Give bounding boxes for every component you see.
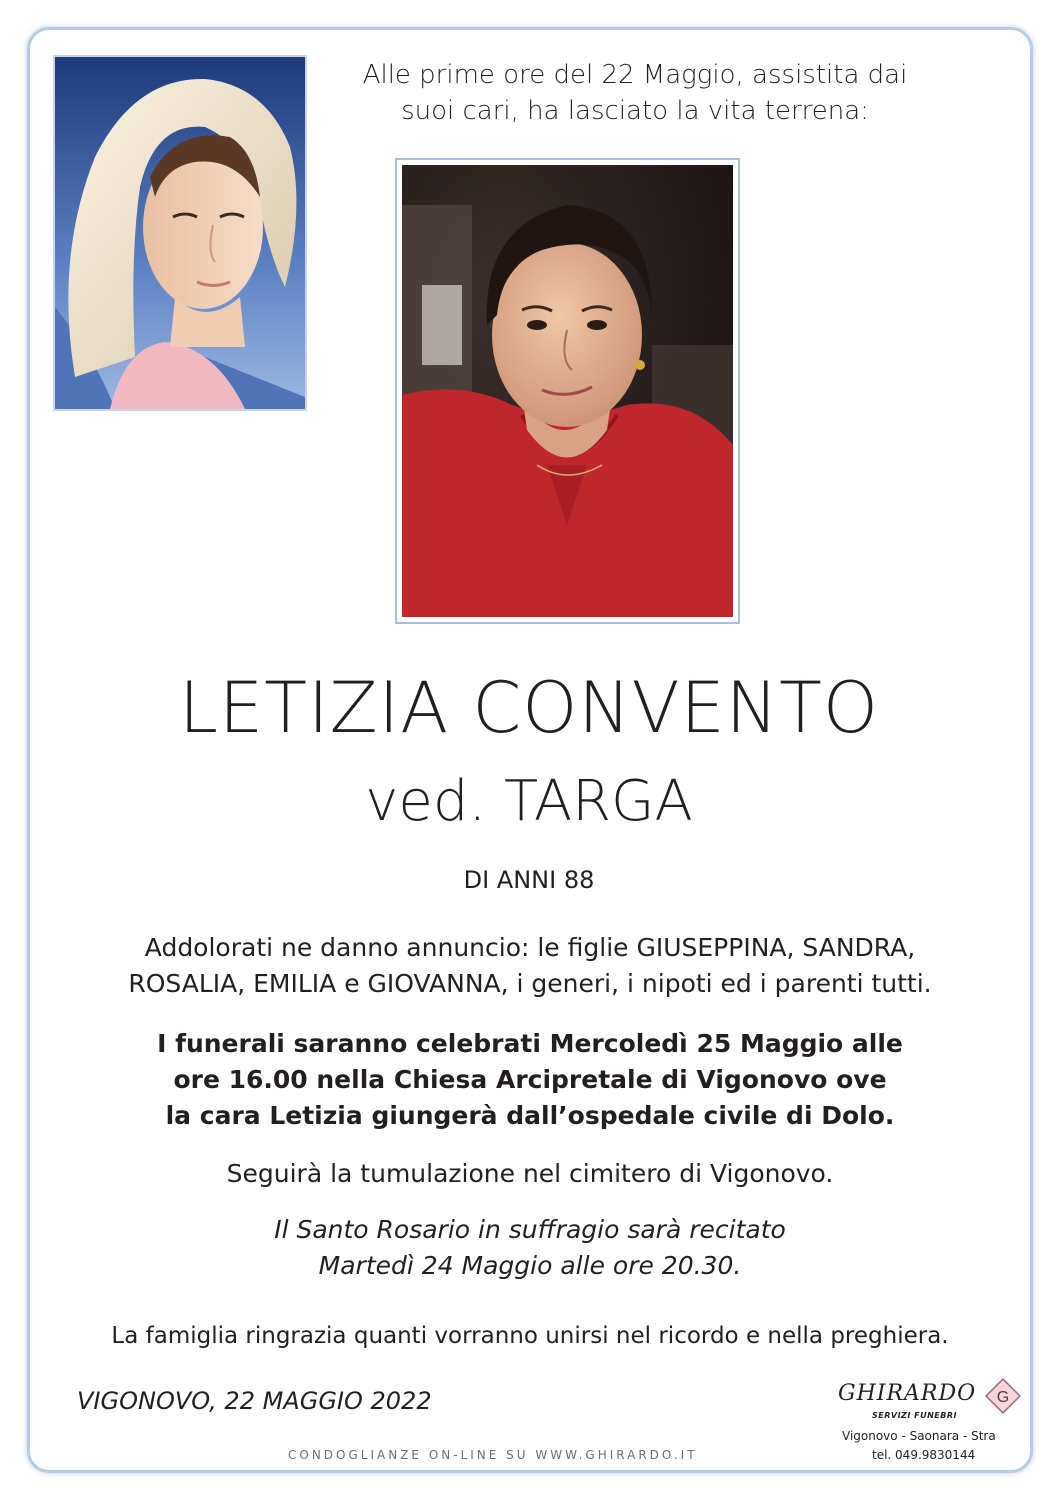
announcement-line-1: Addolorati ne danno annuncio: le figlie GIUSEPPINA, SANDRA, [144, 933, 916, 962]
funeral-details [60, 1026, 1000, 1134]
funeral-line-1: I funerali saranno celebrati Mercoledì 25 Maggio alle [157, 1029, 903, 1058]
funeral-home-logo [834, 1375, 1030, 1465]
rosary-details [60, 1212, 1000, 1284]
condolences-link[interactable]: CONDOGLIANZE ON-LINE SU WWW.GHIRARDO.IT [288, 1448, 698, 1462]
funeral-home-locations: Vigonovo - Saonara - Stra [842, 1429, 996, 1443]
funeral-line-2: ore 16.00 nella Chiesa Arcipretale di Vigonovo ove [173, 1065, 887, 1094]
intro-line-1: Alle prime ore del 22 Maggio, assistita dai [362, 60, 908, 90]
burial-text: Seguirà la tumulazione nel cimitero di Vigonovo. [226, 1159, 834, 1188]
announcement-line-2: ROSALIA, EMILIA e GIOVANNA, i generi, i nipoti ed i parenti tutti. [128, 969, 932, 998]
funeral-home-phone: tel. 049.9830144 [872, 1448, 976, 1462]
thanks-text: La famiglia ringrazia quanti vorranno unirsi nel ricordo e nella preghiera. [111, 1323, 949, 1349]
madonna-image [53, 55, 307, 411]
diamond-g-icon [984, 1377, 1022, 1415]
deceased-name: LETIZIA CONVENTO [178, 667, 880, 749]
age: DI ANNI 88 [463, 866, 595, 894]
intro-line-2: suoi cari, ha lasciato la vita terrena: [401, 96, 869, 126]
announcement [60, 930, 1000, 1002]
funeral-home-subtitle: SERVIZI FUNEBRI [872, 1411, 957, 1420]
rosary-line-1: Il Santo Rosario in suffragio sarà recitato [274, 1215, 786, 1244]
funeral-line-3: la cara Letizia giungerà dall’ospedale civile di Dolo. [165, 1101, 895, 1130]
intro-text [330, 57, 940, 129]
logo-letter: G [996, 1389, 1010, 1406]
funeral-home-name: GHIRARDO [838, 1381, 977, 1406]
portrait-photo [395, 158, 740, 624]
married-name: ved. TARGA [365, 769, 693, 834]
rosary-line-2: Martedì 24 Maggio alle ore 20.30. [318, 1251, 742, 1280]
place-date: VIGONOVO, 22 MAGGIO 2022 [77, 1387, 432, 1415]
